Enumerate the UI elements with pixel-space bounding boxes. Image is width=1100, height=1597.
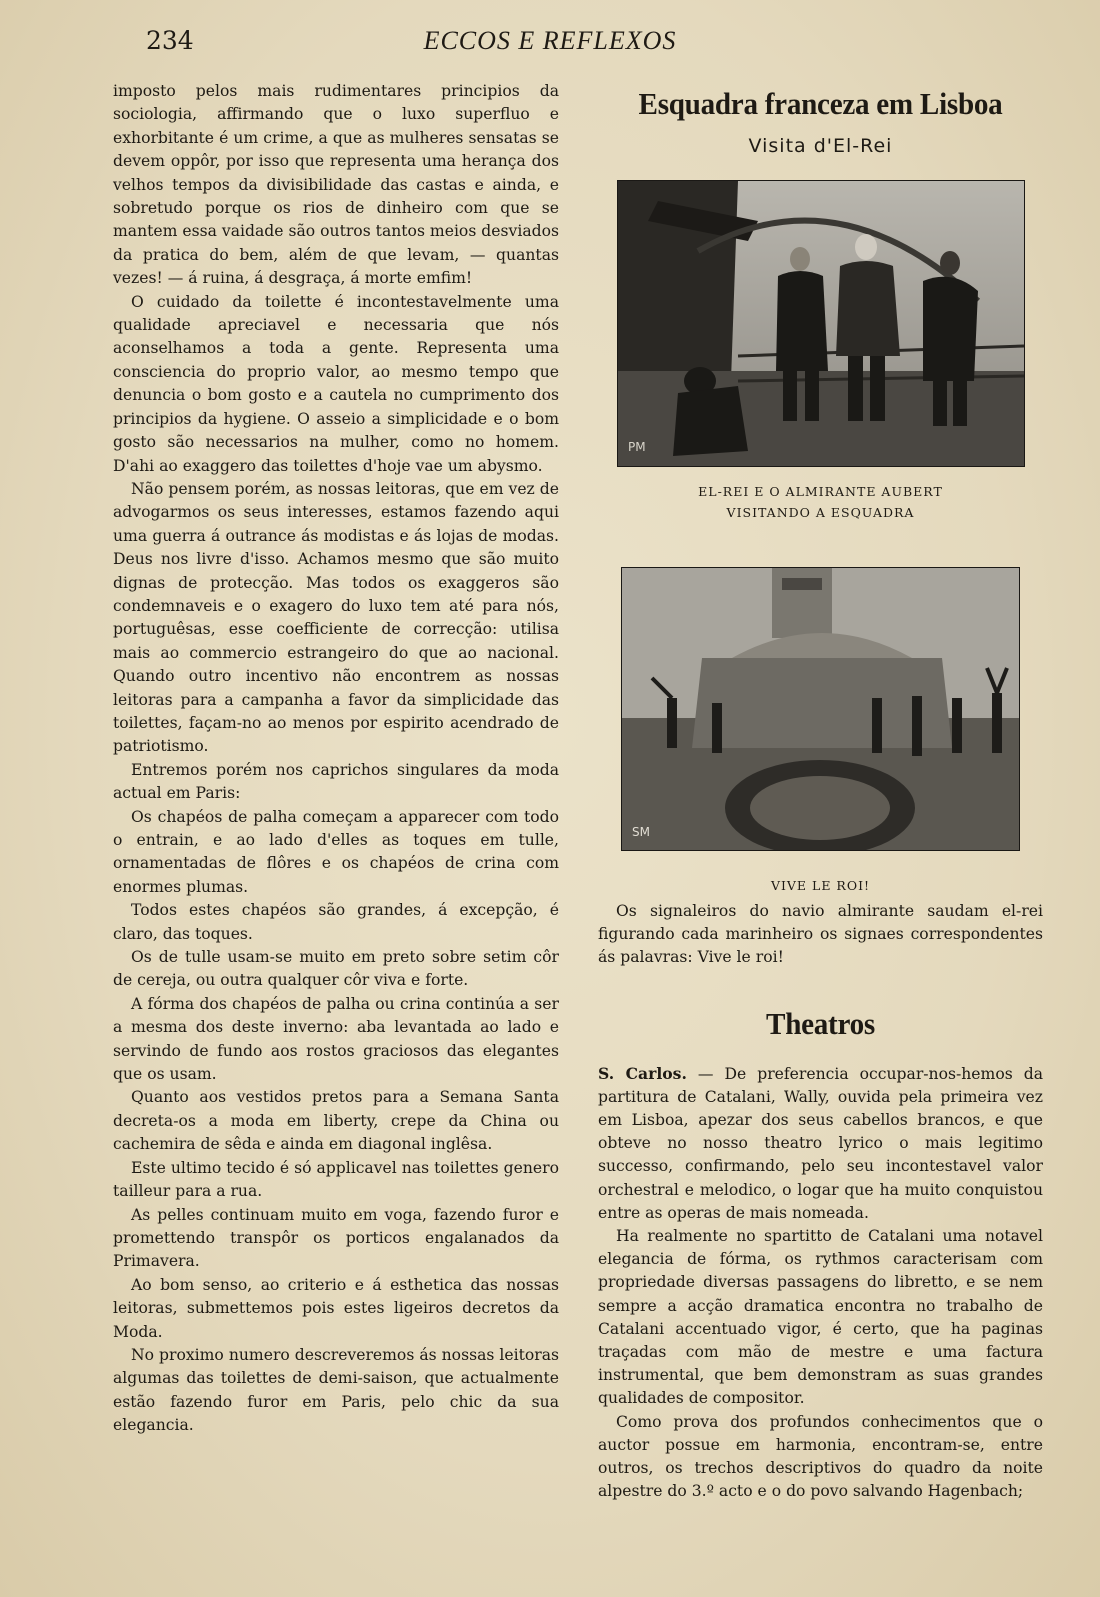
paragraph: Ao bom senso, ao criterio e á esthetica das nossas leitoras, submettemos pois estes ligeiros decretos da Moda. [113,1275,559,1341]
photo-signallers [621,567,1020,851]
running-title: ECCOS E REFLEXOS [423,26,677,55]
theatre-lead: S. Carlos. [598,1063,687,1083]
paragraph: As pelles continuam muito em voga, fazendo furor e promettendo transpôr os porticos engalanados da Primavera. [113,1205,559,1271]
paragraph: A fórma dos chapéos de palha ou crina continúa a ser a mesma dos deste inverno: aba levantada ao lado e servindo de fundo aos rostos graciosos das elegantes que os usam. [113,994,559,1084]
photo-signallers-image [622,568,1019,850]
photo1-caption [598,481,1043,523]
svg-text:PM: PM [627,440,646,454]
paragraph: Quanto aos vestidos pretos para a Semana Santa decreta-os a moda em liberty, crepe da China ou cachemira de sêda e ainda em diagonal inglêsa. [113,1088,559,1154]
paragraph: Entremos porém nos caprichos singulares da moda actual em Paris: [113,760,559,803]
left-column [113,80,559,1438]
section-title-esquadra: Esquadra franceza em Lisboa [638,86,1003,121]
paragraph: Os chapéos de palha começam a apparecer com todo o entrain, e ao lado d'elles as toques em tulle, ornamentadas de flôres e os chapéos de crina com enormes plumas. [113,807,559,896]
svg-text:SM: SM [632,825,650,839]
photo2-caption: VIVE LE ROI! [770,878,871,893]
section-subtitle: Visita d'El-Rei [748,135,893,157]
paragraph: O cuidado da toilette é incontestavelmente uma qualidade apreciavel e necessaria que nós aconselhamos a toda a gente. Representa uma consciencia do proprio valor, ao mesmo tempo que denuncia o bom gosto e a cautela no cumprimento dos principios da hygiene. O asseio a simplicidade e o bom gosto são necessarios na mulher, como no homem. D'ahi ao exaggero das toilettes d'hoje vae um abysmo. [113,292,559,475]
paragraph: Não pensem porém, as nossas leitoras, que em vez de advogarmos os seus interesses, estamos fazendo aqui uma guerra á outrance ás modistas e ás lojas de modas. Deus nos livre d'isso. Achamos mesmo que são muito dignas de protecção. Mas todos os exaggeros são condemnaveis e o exagero do luxo tem até para nós, portuguêsas, esse coefficiente de correcção: utilisa mais ao commercio estrangeiro do que ao nacional. Quando outro incentivo não encontrem as nossas leitoras para a campanha a favor da simplicidade das toilettes, façam-no ao menos por espirito acendrado de patriotismo. [113,479,559,756]
paragraph: Os de tulle usam-se muito em preto sobre setim côr de cereja, ou outra qualquer côr viva e forte. [113,948,559,990]
paragraph: Todos estes chapéos são grandes, á excepção, é claro, das toques. [113,901,559,943]
photo1-caption-line2: VISITANDO A ESQUADRA [726,505,915,520]
photo2-description: Os signaleiros do navio almirante saudam el-rei figurando cada marinheiro os signaes correspondentes ás palavras: Vive le roi! [598,902,1043,967]
theatre-paragraph-text: — De preferencia occupar-nos-hemos da partitura de Catalani, Wally, ouvida pela primeira vez em Lisboa, apezar dos seus cabellos brancos, e que obteve no nosso theatro lyrico o mais legitimo successo, confirmando, pelo seu incontestavel valor orchestral e melodico, o logar que ha muito conquistou entre as operas de mais nomeada. [598,1064,1043,1222]
paragraph: Este ultimo tecido é só applicavel nas toilettes genero tailleur para a rua. [113,1158,559,1201]
theatre-paragraph: Ha realmente no spartitto de Catalani uma notavel elegancia de fórma, os rythmos caracterisam com propriedade diversas passagens do libretto, e se nem sempre a acção dramatica encontra no trabalho de Catalani accentuado vigor, é certo, que ha paginas traçadas com mão de mestre e uma factura instrumental, que bem demonstram as suas grandes qualidades de compositor. [598,1227,1043,1408]
right-column [598,80,1043,1503]
page-number: 234 [146,26,194,55]
paragraph: No proximo numero descreveremos ás nossas leitoras algumas das toilettes de demi-saison, que actualmente estão fazendo furor em Paris, pelo chic da sua elegancia. [113,1345,559,1435]
photo-king-admiral [617,180,1025,467]
page-header [0,22,1100,62]
section-title-theatros: Theatros [766,1005,875,1041]
photo1-caption-line1: EL-REI E O ALMIRANTE AUBERT [698,484,943,499]
theatre-paragraph [598,1062,1043,1225]
theatre-paragraph: Como prova dos profundos conhecimentos que o auctor possue em harmonia, encontram-se, entre outros, os trechos descriptivos do quadro da noite alpestre do 3.º acto e o do povo salvando Hagenbach; [598,1412,1043,1501]
paragraph: imposto pelos mais rudimentares principios da sociologia, affirmando que o luxo superfluo e exhorbitante é um crime, a que as mulheres sensatas se devem oppôr, por isso que representa uma herança dos velhos tempos da divisibilidade das castas e ainda, e sobretudo porque os rios de dinheiro com que se mantem essa vaidade são outros tantos meios desviados da pratica do bem, além de que levam, — quantas vezes! — á ruina, á desgraça, á morte emfim! [113,82,559,288]
photo-king-admiral-image [618,181,1024,466]
